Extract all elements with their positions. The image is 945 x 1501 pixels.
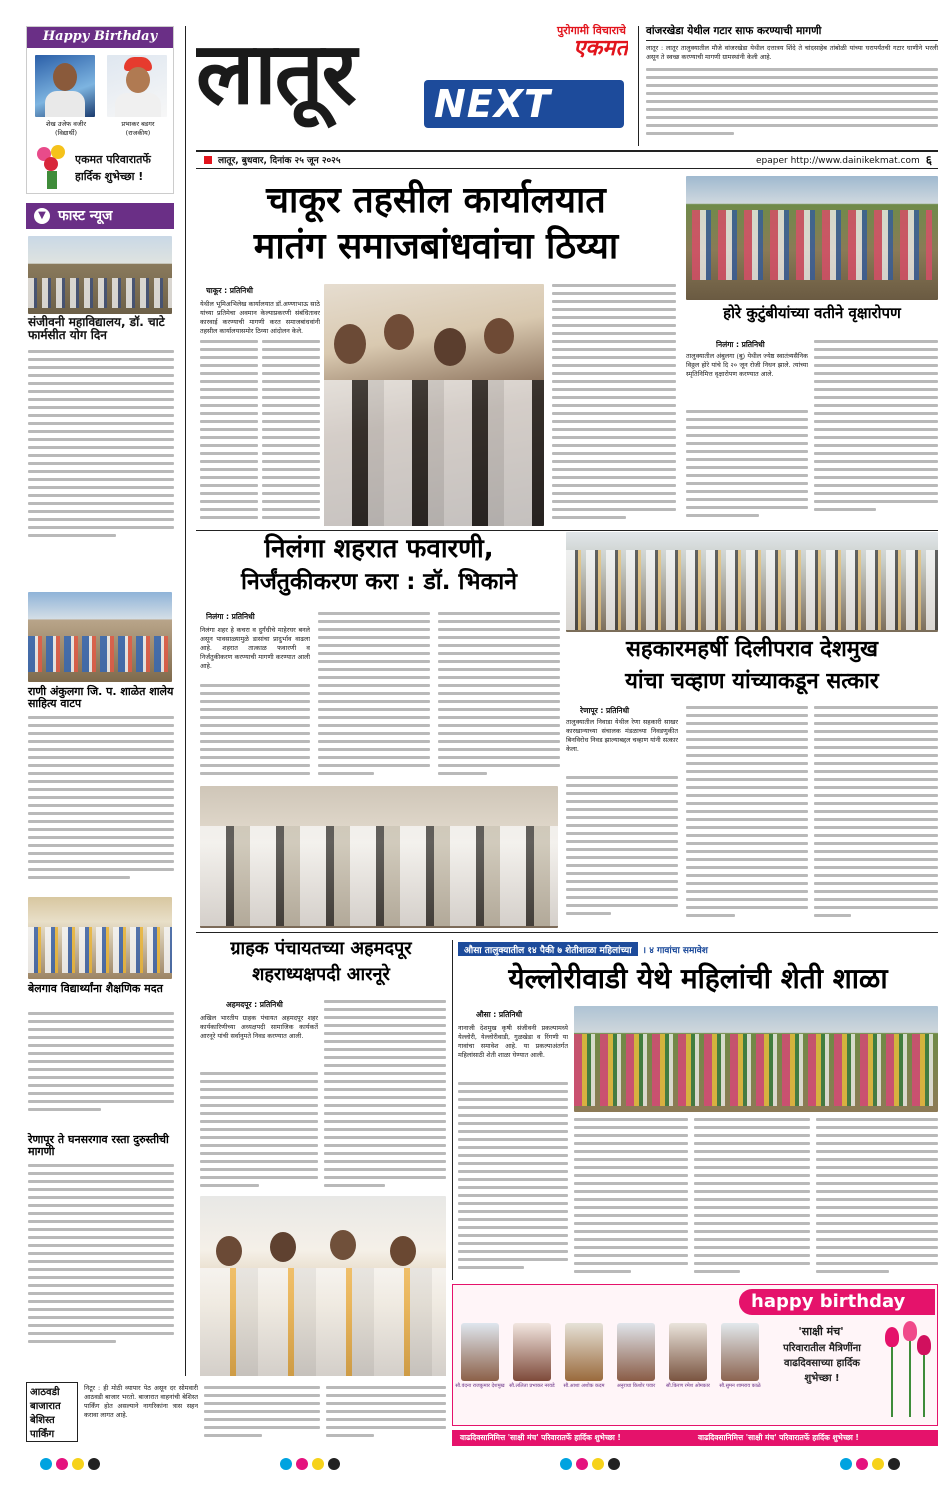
- birthday-wish: एकमत परिवारातर्फे हार्दिक शुभेच्छा !: [75, 153, 151, 183]
- birthday-name-1: शेख उजेफ वजीर: [45, 120, 87, 128]
- dilip-text-body-3: [814, 706, 938, 926]
- yellori-text: नानाजी देशमुख कृषी संजीवनी प्रकल्पामध्ये येल्लोरी, येल्लोरीवाडी, गुळखेडा व रिंगणी या गावांचा समावेश आहे. या प्रकल्पाअंतर्गत महिलांसाठी शेती शाळा घेण्यात आली.: [458, 1024, 568, 1059]
- students-photo: [28, 897, 172, 979]
- tulip-flowers: [879, 1321, 935, 1421]
- nilanga-photo: [200, 786, 558, 928]
- tree-photo: [686, 176, 938, 300]
- yellori-text-body-2: [574, 1118, 688, 1278]
- grahak-photo: [200, 1196, 446, 1376]
- masthead-title: लातूर: [196, 24, 355, 124]
- tree-text: तालुक्यातील अंबुलगा (बु) येथील ज्येष्ठ स्वातंत्र्यसैनिक विठ्ठल होरे यांचे दि २० जून रोजी निधन झाले. त्यांच्या स्मृतिनिमित्त वृक्षारोपण करण्यात आले.: [686, 352, 808, 378]
- top-right-title: वांजरखेडा येथील गटार साफ करण्याची मागणी: [646, 26, 938, 41]
- masthead-next: NEXT: [434, 82, 551, 126]
- main-headline-1: चाकूर तहसील कार्यालयात: [266, 180, 606, 221]
- dilip-headline-1: सहकारमहर्षी दिलीपराव देशमुख: [626, 637, 878, 662]
- sakshi-manch-box: [452, 1284, 938, 1426]
- fast-news-title-1: संजीवनी महाविद्यालय, डॉ. चाटे फार्मसीत योग दिन: [28, 315, 165, 342]
- grahak-headline-2: शहराध्यक्षपदी आरनूरे: [252, 964, 390, 985]
- bottom-article-body-2: [326, 1386, 446, 1442]
- dilip-text-body-1: [566, 776, 678, 926]
- main-headline-2: मातंग समाजबांधवांचा ठिय्या: [253, 226, 619, 267]
- tree-headline: होरे कुटुंबीयांच्या वतीने वृक्षारोपण: [686, 306, 938, 322]
- grahak-headline-1: ग्राहक पंचायतच्या अहमदपूर: [230, 938, 412, 959]
- birthday-heading: Happy Birthday: [27, 27, 173, 48]
- bottom-article-text: निटूर : ही मोठी व्यापार पेठ असून दर सोमवारी आठवडी बाजार भरतो. बाजारात वाहनांची बेशिस्त पार्किंग होत असल्याने नागरिकांना त्रास सहन करावा लागत आहे.: [84, 1384, 198, 1419]
- dateline-text: लातूर, बुधवार, दिनांक २५ जून २०२५: [218, 156, 341, 166]
- page-number: ६: [925, 153, 932, 167]
- sakshi-wish: परिवारातील मैत्रिणींना वाढदिवसाच्या हार्दिक शुभेच्छा !: [783, 1343, 861, 1384]
- main-text: येथील भूमिअभिलेख कार्यालयात डॉ.अण्णाभाऊ साठे यांच्या प्रतिमेचा अवमान केल्याप्रकरणी संबंधितावर कारवाई करण्याची मागणी करत समाजबांधवांनी तहसील कार्यालयासमोर ठिय्या आंदोलन केले.: [200, 300, 320, 335]
- yellori-photo: [574, 1006, 938, 1112]
- fast-news-icon: ▼: [34, 208, 50, 224]
- birthday-photo-2: [107, 55, 167, 117]
- dilip-text-body-2: [686, 706, 808, 926]
- tree-text-body-2: [814, 340, 938, 526]
- sakshi-heading: 'साक्षी मंच': [798, 1325, 844, 1338]
- yellori-text-body-4: [816, 1118, 938, 1278]
- fast-news-title-4: रेणापूर ते घनसरगाव रस्ता दुरुस्तीची मागणी: [28, 1133, 169, 1158]
- fast-news-text-4: [28, 1164, 174, 1364]
- grahak-text-body-2: [324, 1000, 446, 1192]
- yellori-kicker-tail: । ४ गावांचा समावेश: [642, 946, 708, 956]
- flower-bouquet: [35, 145, 71, 189]
- website-link[interactable]: epaper http://www.dainikekmat.com: [756, 156, 920, 166]
- mid-rule-3: [452, 940, 453, 1280]
- top-right-rule: [638, 26, 639, 146]
- sakshi-footer-2: वाढदिवसानिमित्त 'साक्षी मंच' परिवारातर्फे हार्दिक शुभेच्छा !: [698, 1433, 859, 1442]
- sakshi-footer-strip: [452, 1430, 938, 1446]
- fast-news-title-2: राणी अंकुलगा जि. प. शाळेत शालेय साहित्य वाटप: [28, 685, 174, 710]
- mid-rule-2: [196, 932, 938, 933]
- sakshi-name-5: सौ.किरण रमेश ओमकार: [666, 1383, 710, 1389]
- nilanga-text-body-2: [318, 612, 430, 784]
- dilip-byline: रेणापूर : प्रतिनिधी: [580, 706, 630, 715]
- nilanga-headline-2: निर्जंतुकीकरण करा : डॉ. भिकाने: [241, 569, 517, 595]
- main-text-body-1: [200, 340, 258, 530]
- dateline-bar: [196, 150, 938, 169]
- yoga-photo: [28, 236, 172, 314]
- main-text-body-3: [552, 284, 676, 530]
- birthday-name-2: प्रभाकर बडगर: [121, 120, 155, 128]
- fast-news-text-1: [28, 350, 174, 586]
- fast-news-bar: [26, 203, 174, 229]
- registration-marks: [40, 1456, 920, 1474]
- dateline-icon: [204, 156, 212, 164]
- top-right-lead: लातूर : लातूर तालुक्यातील मौजे वांजरखेडा येथील दत्तात्रय शिंदे ते चांदसाहेब तांबोळी यांच्या घरापर्यंतची गटार घाणीने भरली असून ते स्वच्छ करण्याची मागणी ग्रामस्थांनी केली आहे.: [646, 44, 938, 61]
- yellori-headline: येल्लोरीवाडी येथे महिलांची शेती शाळा: [508, 962, 888, 995]
- left-column-rule: [185, 26, 186, 1376]
- parking-text: आठवडी बाजारात बेशिस्त पार्किंग: [30, 1387, 61, 1440]
- main-photo: [324, 284, 544, 526]
- dilip-photo: [566, 532, 938, 632]
- school-photo: [28, 592, 172, 682]
- sakshi-name-1: सौ.वंदना राजकुमार देशमुख: [455, 1383, 505, 1389]
- mid-rule-1: [196, 530, 938, 531]
- yellori-text-body-1: [458, 1082, 568, 1278]
- grahak-byline: अहमदपूर : प्रतिनिधी: [226, 1000, 283, 1009]
- yellori-byline: औसा : प्रतिनिधी: [476, 1010, 523, 1019]
- birthday-box-left: [26, 26, 174, 194]
- tree-text-body-1: [686, 410, 808, 526]
- sakshi-banner: [739, 1289, 935, 1315]
- sakshi-name-4: अनुराधा किशोर पवार: [616, 1383, 656, 1389]
- nilanga-text-body-1: [200, 684, 310, 784]
- nilanga-headline-1: निलंगा शहरात फवारणी,: [264, 534, 494, 564]
- fast-news-text-3: [28, 1012, 174, 1122]
- sakshi-banner-text: happy birthday: [751, 1291, 906, 1312]
- yellori-text-body-3: [694, 1118, 810, 1278]
- parking-box: [26, 1382, 78, 1442]
- masthead-tagline: पुरोगामी विचाराचे: [556, 24, 626, 37]
- top-right-text: [646, 68, 938, 146]
- sakshi-footer-1: वाढदिवसानिमित्त 'साक्षी मंच' परिवारातर्फे हार्दिक शुभेच्छा !: [460, 1433, 621, 1442]
- fast-news-text-2: [28, 716, 174, 892]
- grahak-text-body-1: [200, 1072, 318, 1192]
- grahak-text: अखिल भारतीय ग्राहक पंचायत अहमदपूर शहर कार्यकारिणीच्या अध्यक्षपदी सामाजिक कार्यकर्ते आरनूरे यांची सर्वानुमते निवड करण्यात आली.: [200, 1014, 318, 1040]
- dilip-headline-2: यांचा चव्हाण यांच्याकडून सत्कार: [625, 669, 879, 694]
- birthday-role-2: (राजकीय): [125, 129, 151, 137]
- yellori-kicker-bar: [458, 938, 938, 956]
- tree-byline: निलंगा : प्रतिनिधी: [716, 340, 765, 349]
- birthday-role-1: (विद्यार्थी): [55, 129, 77, 137]
- nilanga-byline: निलंगा : प्रतिनिधी: [206, 612, 255, 621]
- fast-news-heading: फास्ट न्यूज: [58, 208, 113, 224]
- birthday-photo-1: [35, 55, 95, 117]
- sakshi-photos: [457, 1323, 765, 1419]
- sakshi-name-2: सौ.ललिता प्रभाकर नरवडे: [509, 1383, 555, 1389]
- main-text-body-2: [262, 340, 320, 530]
- sakshi-name-6: सौ.सुमन शामराव काळे: [719, 1383, 761, 1389]
- nilanga-text-body-3: [438, 612, 560, 784]
- masthead-brand: एकमत: [573, 36, 628, 61]
- bottom-article-body-1: [204, 1386, 320, 1442]
- yellori-kicker: औसा तालुक्यातील १४ पैकी ७ शेतीशाळा महिलांच्या: [458, 942, 638, 956]
- main-byline: चाकूर : प्रतिनिधी: [206, 286, 253, 295]
- masthead-next-logo: [424, 80, 624, 128]
- fast-news-title-3: बेलगाव विद्यार्थ्यांना शैक्षणिक मदत: [28, 982, 163, 995]
- nilanga-text: निलंगा शहर हे कचरा व दुर्गंधीचे माहेरघर बनले असून पावसाळ्यामुळे डासांचा प्रादुर्भाव वाढला आहे. शहरात तात्काळ फवारणी व निर्जंतुकीकरण करण्याची मागणी करण्यात आली आहे.: [200, 626, 310, 670]
- dilip-text: तालुक्यातील निवाडा येथील रेणा सहकारी साखर कारखान्याच्या संचालक मंडळाच्या निवडणुकीत बिनविरोध निवड झाल्याबद्दल चव्हाण यांनी सत्कार केला.: [566, 718, 678, 753]
- sakshi-name-3: सौ.आशा अशोक कदम: [563, 1383, 605, 1389]
